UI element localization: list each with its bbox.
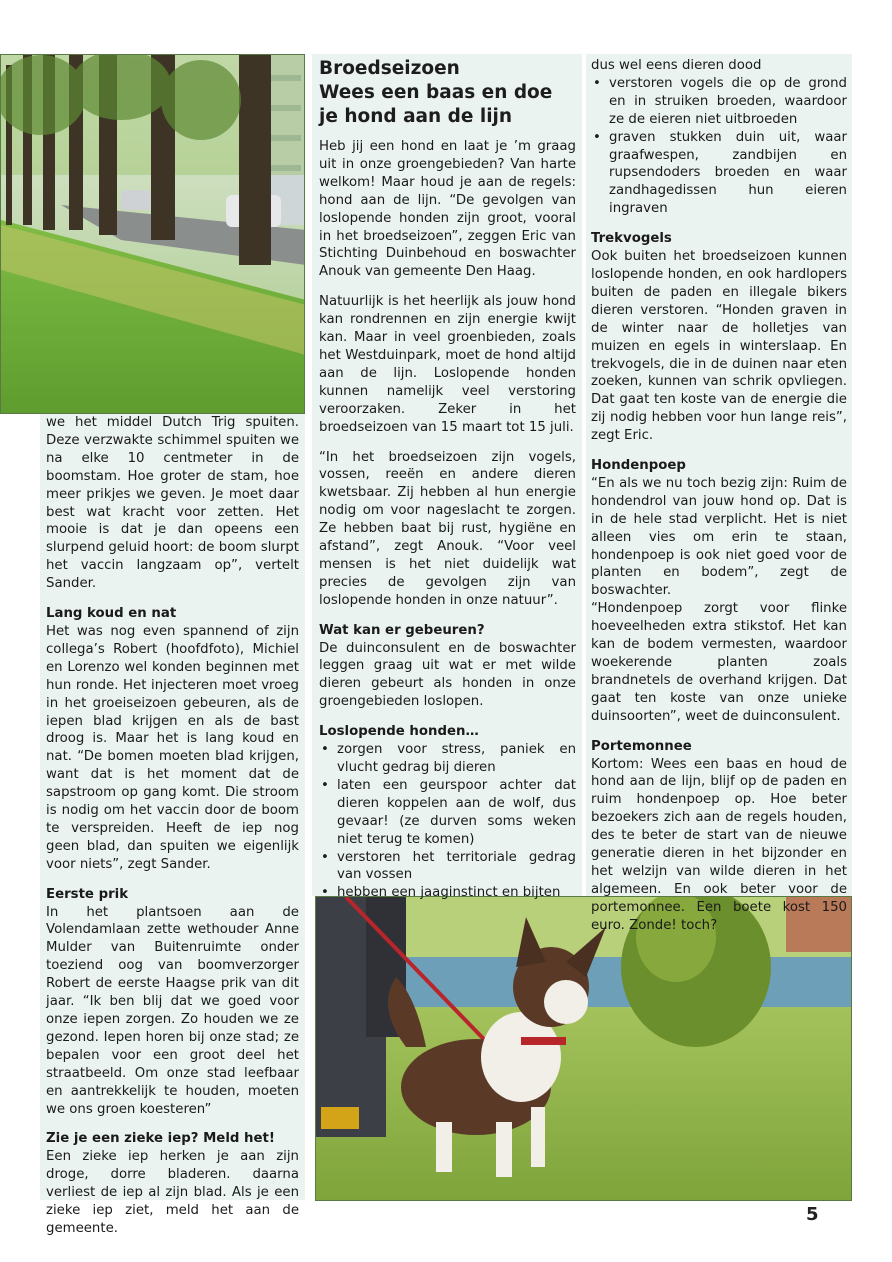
heading-lang-koud: Lang koud en nat bbox=[46, 606, 177, 622]
list-item: • laten een geurspoor achter dat dieren koppelen aan de wolf, dus gevaar! (ze durven soms weken niet terug te komen) bbox=[319, 777, 576, 849]
left-paragraph-2: Het was nog even spannend of zijn collega’s Robert (hoofdfoto), Michiel en Lorenzo wel konden beginnen met hun ronde. Het injecteren moet vroeg in het groeiseizoen gebeuren, als de iepen blad krijgen en als de bast droog is. Maar het is lang koud en nat. “De bomen moeten blad krijgen, want dat is het moment dat de sapstroom op gang komt. Die stroom is nodig om het vaccin door de boom te verspreiden. Heeft de iep nog geen blad, dan spuiten we eigenlijk voor niets”, zegt Sander. bbox=[46, 623, 299, 872]
list-item: • graven stukken duin uit, waar graafwespen, zandbijen en rupsendoders broeden en waar zandhagedissen hun eieren ingraven bbox=[591, 129, 847, 219]
heading-trekvogels: Trekvogels bbox=[591, 231, 672, 247]
list-item: • verstoren het territoriale gedrag van vossen bbox=[319, 849, 576, 885]
left-paragraph-1: we het middel Dutch Trig spuiten. Deze verzwakte schimmel spuiten we na elke 10 centmeter in de boomstam. Hoe groter de stam, hoe meer prikjes we geven. Je moet daar best wat kracht voor zetten. Het mooie is dat je dan opeens een slurpend geluid hoort: de boom slurpt het vaccin langzaam op”, vertelt Sander. bbox=[46, 415, 299, 592]
right-paragraph-4: Kortom: Wees een baas en houd de hond aan de lijn, blijf op de paden en ruim hondenpoep op. Hoe beter bezoekers zich aan de regels houden, des te beter de start van de nieuwe generatie dieren in het bijzonder en het welzijn van wilde dieren in het algemeen. En ook beter voor de portemonnee. Een boete kost 150 euro. Zonde! toch? bbox=[591, 756, 847, 933]
left-paragraph-4: Een zieke iep herken je aan zijn droge, dorre bladeren. daarna verliest de iep al zijn blad. Als je een zieke iep ziet, meld het aan de gemeente. bbox=[46, 1149, 299, 1236]
right-column bbox=[591, 57, 847, 935]
corgi-dog-photo bbox=[315, 896, 852, 1201]
article-headline bbox=[319, 57, 576, 129]
loslopende-list bbox=[319, 741, 576, 902]
left-column bbox=[46, 414, 299, 1238]
right-continuation: dus wel eens dieren dood bbox=[591, 58, 762, 73]
heading-wat-kan: Wat kan er gebeuren? bbox=[319, 622, 485, 638]
middle-column bbox=[319, 57, 576, 902]
heading-hondenpoep: Hondenpoep bbox=[591, 458, 686, 474]
middle-paragraph-2: Natuurlijk is het heerlijk als jouw hond kan rondrennen en zijn energie kwijt kan. Maar in veel groenbieden, zoals het Westduinpark, moet de hond altijd aan de lijn. Loslopende honden kunnen namelijk veel verstoring veroorzaken. Zeker in het broedseizoen van 15 maart tot 15 juli. bbox=[319, 294, 576, 435]
middle-paragraph-1: Heb jij een hond en laat je ’m graag uit in onze groengebieden? Van harte welkom! Maar houd je aan de regels: hond aan de lijn. “De gevolgen van loslopende honden zijn groot, vooral in het broedseizoen”, zeggen Eric van Stichting Duinbehoud en boswachter Anouk van gemeente Den Haag. bbox=[319, 139, 576, 280]
left-paragraph-3: In het plantsoen aan de Volendamlaan zette wethouder Anne Mulder van Buitenruimte onder toeziend oog van boomverzorger Robert de eerste Haagse prik van dit jaar. “Ik ben blij dat we goed voor onze iepen zorgen. Zo houden we ze gezond. Iepen horen bij onze stad; ze bepalen voor een groot deel het straatbeeld. Om onze stad leefbaar en aantrekkelijk te houden, moeten we ons groen koesteren” bbox=[46, 904, 299, 1117]
heading-zieke-iep: Zie je een zieke iep? Meld het! bbox=[46, 1131, 275, 1147]
right-bullet-list bbox=[591, 75, 847, 218]
right-paragraph-3: “Hondenpoep zorgt voor flinke hoeveelheden extra stikstof. Het kan kan de bodem vermesten, waardoor woekerende planten zoals brandnetels de overhand krijgen. Dat gaat ten koste van onze unieke duinsoorten”, weet de duinconsulent. bbox=[591, 601, 847, 724]
heading-portemonnee: Portemonnee bbox=[591, 738, 692, 754]
headline-line-2: Wees een baas en doe je hond aan de lijn bbox=[319, 82, 553, 127]
right-paragraph-1: Ook buiten het broedseizoen kunnen loslopende honden, en ook hardlopers buiten de paden en illegale bikers dieren verstoren. “Honden graven in de winter naar de holletjes van muizen en egels in winterslaap. En trekvogels, die in de duinen naar eten zoeken, kunnen van schrik opvliegen. Dat gaat ten koste van de energie die zij nodig hebben voor hun lange reis”, zegt Eric. bbox=[591, 249, 847, 444]
list-item: • zorgen voor stress, paniek en vlucht gedrag bij dieren bbox=[319, 741, 576, 777]
list-item: • verstoren vogels die op de grond en in struiken broeden, waardoor ze de eieren niet uitbroeden bbox=[591, 75, 847, 129]
page-number: 5 bbox=[806, 1204, 819, 1225]
heading-loslopende: Loslopende honden… bbox=[319, 724, 479, 740]
middle-paragraph-3: “In het broedseizoen zijn vogels, vossen, reeën en andere dieren kwetsbaar. Zij hebben al hun energie nodig om voor nageslacht te zorgen. Ze hebben baat bij rust, hygiëne en afstand”, zegt Anouk. “Voor veel mensen is het niet duidelijk wat precies de gevolgen zijn van loslopende honden in onze natuur”. bbox=[319, 449, 576, 608]
headline-line-1: Broedseizoen bbox=[319, 58, 460, 79]
right-paragraph-2: “En als we nu toch bezig zijn: Ruim de hondendrol van jouw hond op. Dat is in de hele stad verplicht. Het is niet alleen vies om erin te staan, hondenpoep is ook niet goed voor de planten en bodem”, zegt de boswachter. bbox=[591, 475, 847, 599]
heading-eerste-prik: Eerste prik bbox=[46, 886, 129, 902]
middle-paragraph-4: De duinconsulent en de boswachter leggen graag uit wat er met wilde dieren gebeurt als honden in onze groengebieden loslopen. bbox=[319, 640, 576, 710]
list-item: • hebben een jaaginstinct en bijten bbox=[319, 884, 576, 902]
tree-avenue-photo bbox=[0, 54, 305, 414]
